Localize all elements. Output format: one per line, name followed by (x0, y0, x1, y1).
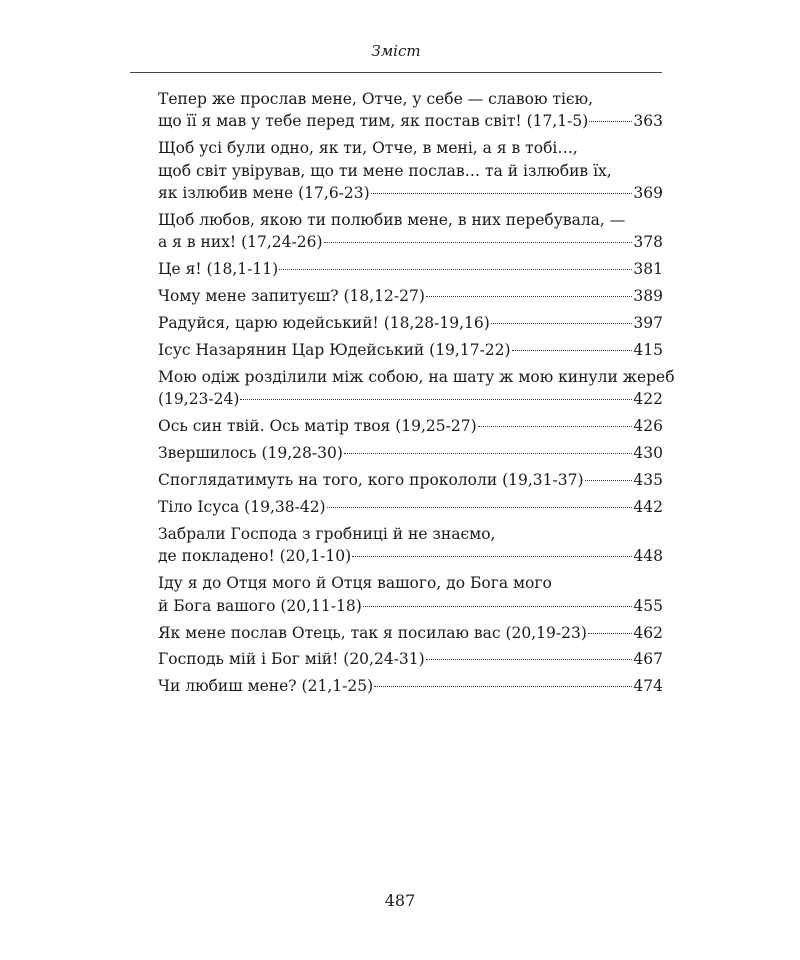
dot-leader (426, 296, 633, 297)
toc-entry-title-line: а я в них! (17,24-26) (158, 233, 323, 252)
toc-entry-title-line: Тіло Ісуса (19,38-42) (158, 498, 326, 516)
toc-entry-page-number: 378 (633, 233, 663, 252)
toc-entry-last-line (158, 415, 663, 437)
dot-leader (491, 323, 633, 324)
toc-entry[interactable] (158, 339, 663, 361)
toc-entry[interactable] (158, 88, 663, 133)
toc-entry-title-line: де покладено! (20,1-10) (158, 547, 352, 566)
toc-entry-last-line (158, 545, 663, 567)
toc-entry-page-number: 442 (633, 498, 663, 516)
page-number: 487 (384, 891, 416, 910)
dot-leader (478, 426, 633, 427)
dot-leader (344, 453, 633, 454)
toc-entry[interactable] (158, 366, 675, 411)
toc-entry-title-line: Щоб усі були одно, як ти, Отче, в мені, а я в тобі…, (158, 139, 578, 158)
toc-entry-last-line (158, 442, 663, 464)
toc-entry-title-line: що її я мав у тебе перед тим, як постав світ! (17,1-5) (158, 112, 589, 131)
toc-entry-page-number: 435 (633, 471, 663, 490)
dot-leader (352, 556, 632, 557)
toc-entry-title-line: (19,23-24) (158, 390, 240, 409)
toc-entry-title-line: Щоб любов, якою ти полюбив мене, в них перебувала, — (158, 211, 626, 230)
toc-entry-last-line (158, 496, 663, 518)
dot-leader (363, 606, 633, 607)
toc-entry-last-line (158, 182, 663, 204)
toc-entry-title-line: Чи любиш мене? (21,1-25) (158, 677, 374, 696)
toc-entry[interactable] (158, 675, 663, 697)
toc-entry[interactable] (158, 137, 663, 204)
dot-leader (426, 659, 633, 660)
toc-entry-title-line: Це я! (18,1-11) (158, 260, 279, 279)
dot-leader (585, 480, 633, 481)
toc-entry-page-number: 430 (633, 444, 663, 463)
dot-leader (371, 193, 633, 194)
toc-entry-title-line: Ось син твій. Ось матір твоя (19,25-27) (158, 417, 477, 436)
toc-entry-title-line: Споглядатимуть на того, кого прокололи (19,31-37) (158, 471, 584, 490)
toc-entry-page-number: 422 (633, 390, 663, 409)
dot-leader (512, 350, 633, 351)
dot-leader (588, 633, 632, 634)
toc-entry-page-number: 455 (633, 596, 663, 615)
toc-entry-last-line (158, 110, 663, 132)
dot-leader (589, 121, 632, 122)
toc-entry-page-number: 397 (633, 314, 663, 333)
toc-entry-page-number: 426 (633, 417, 663, 436)
toc-entry-last-line (158, 285, 663, 307)
toc-entry-last-line (158, 388, 663, 410)
table-of-contents (158, 88, 675, 702)
toc-entry-title-line: Господь мій і Бог мій! (20,24-31) (158, 650, 425, 669)
toc-entry-page-number: 415 (633, 341, 663, 360)
toc-entry[interactable] (158, 622, 663, 644)
toc-entry-last-line (158, 648, 663, 670)
toc-entry[interactable] (158, 523, 663, 568)
toc-entry-title-line: Іду я до Отця мого й Отця вашого, до Бога мого (158, 574, 552, 593)
toc-entry[interactable] (158, 258, 663, 280)
toc-entry-title-line: Чому мене запитуєш? (18,12-27) (158, 287, 425, 306)
toc-entry-title-line: Ісус Назарянин Цар Юдейський (19,17-22) (158, 341, 511, 360)
toc-entry-title-line: щоб світ увірував, що ти мене послав… та й ізлюбив їх, (158, 161, 612, 180)
toc-entry[interactable] (158, 572, 663, 617)
dot-leader (374, 686, 632, 687)
toc-entry-title-line: Радуйся, царю юдейський! (18,28-19,16) (158, 314, 490, 333)
running-header-title: Зміст (371, 42, 421, 60)
toc-entry-page-number: 369 (633, 184, 663, 203)
toc-entry-last-line (158, 339, 663, 361)
toc-entry[interactable] (158, 415, 663, 437)
toc-entry-page-number: 381 (633, 260, 663, 279)
dot-leader (324, 242, 633, 243)
toc-entry-title-line: й Бога вашого (20,11-18) (158, 596, 362, 615)
toc-entry-page-number: 462 (633, 623, 663, 642)
toc-entry[interactable] (158, 469, 663, 491)
toc-entry[interactable] (158, 648, 663, 670)
toc-entry[interactable] (158, 312, 663, 334)
toc-entry-page-number: 448 (633, 547, 663, 566)
toc-entry-title-line: Мою одіж розділили між собою, на шату ж мою кинули жереб (158, 367, 675, 386)
toc-entry-last-line (158, 231, 663, 253)
toc-entry-title-line: Як мене послав Отець, так я посилаю вас (20,19-23) (158, 623, 587, 642)
toc-entry[interactable] (158, 285, 663, 307)
dot-leader (240, 399, 632, 400)
toc-entry[interactable] (158, 442, 663, 464)
toc-entry-title-line: Забрали Господа з гробниці й не знаємо, (158, 524, 496, 543)
toc-entry-last-line (158, 622, 663, 644)
toc-entry-last-line (158, 469, 663, 491)
toc-entry-title-line: Тепер же прослав мене, Отче, у себе — славою тією, (158, 90, 594, 108)
toc-entry[interactable] (158, 496, 663, 518)
dot-leader (279, 269, 632, 270)
running-header (130, 40, 662, 73)
toc-entry-last-line (158, 258, 663, 280)
toc-entry-page-number: 389 (633, 287, 663, 306)
toc-entry-title-line: як ізлюбив мене (17,6-23) (158, 184, 370, 203)
toc-entry-page-number: 467 (633, 650, 663, 669)
toc-entry-page-number: 363 (633, 112, 663, 131)
toc-entry-last-line (158, 595, 663, 617)
dot-leader (327, 507, 633, 508)
toc-entry-last-line (158, 312, 663, 334)
toc-entry-title-line: Звершилось (19,28-30) (158, 444, 343, 463)
toc-entry[interactable] (158, 209, 663, 254)
toc-entry-last-line (158, 675, 663, 697)
toc-entry-page-number: 474 (633, 677, 663, 696)
